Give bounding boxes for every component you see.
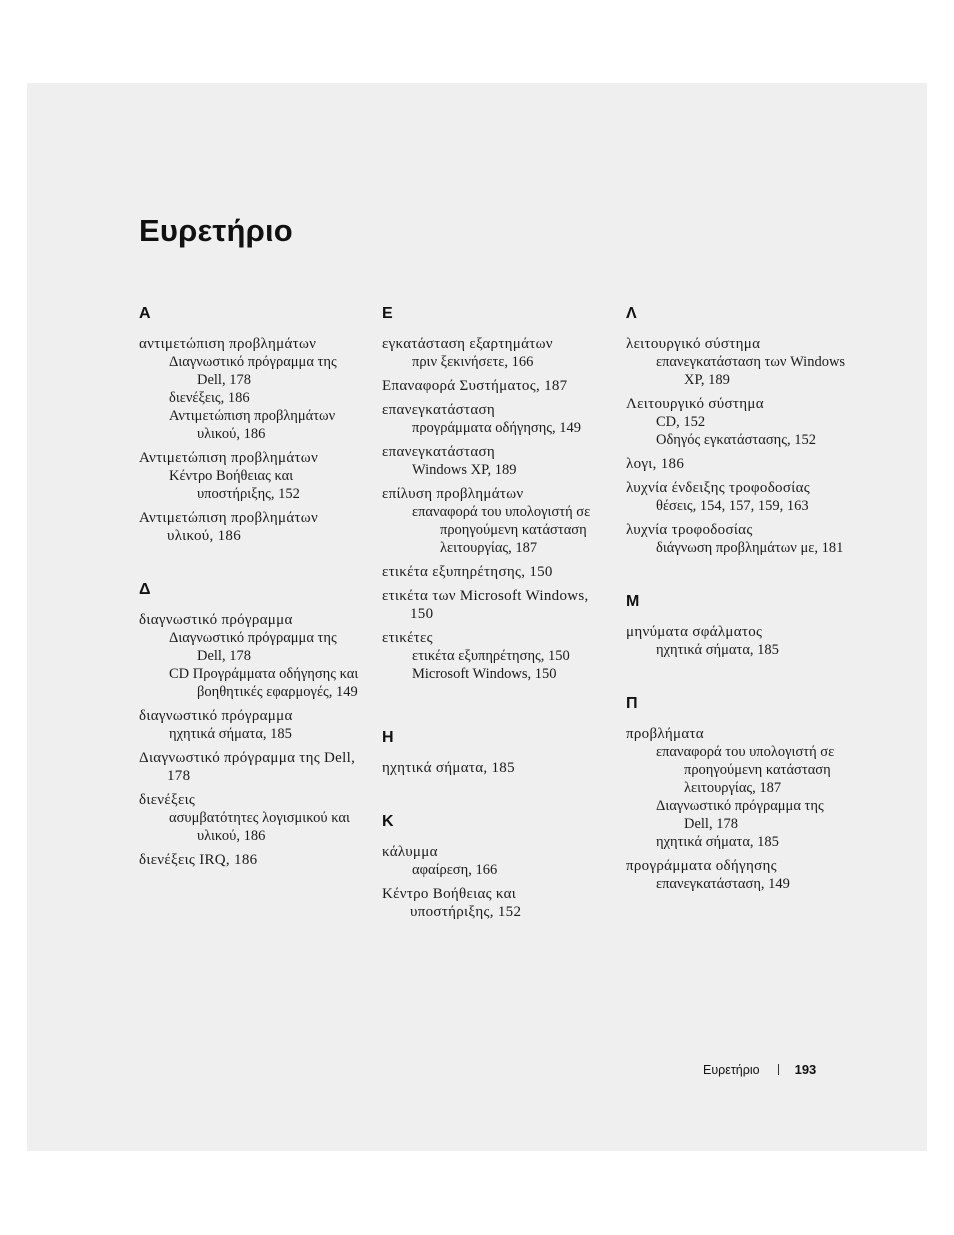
index-column xyxy=(139,303,359,903)
index-subentry: αφαίρεση, 166 xyxy=(412,862,498,878)
index-term: Λειτουργικό σύστημα xyxy=(626,396,764,412)
index-term: κάλυμμα xyxy=(382,844,438,860)
index-subentry: επανεγκατάσταση των Windows XP, 189 xyxy=(656,354,846,388)
index-entry xyxy=(382,401,602,437)
index-entry xyxy=(626,857,846,893)
index-subentry: Κέντρο Βοήθειας και υποστήριξης, 152 xyxy=(169,468,300,502)
index-subentry: Microsoft Windows, 150 xyxy=(412,666,557,682)
index-term: Διαγνωστικό πρόγραμμα της Dell, 178 xyxy=(139,750,356,784)
index-entry xyxy=(382,587,602,623)
index-entry xyxy=(382,563,602,581)
page-footer xyxy=(703,1062,816,1077)
index-section xyxy=(382,303,602,683)
index-term: ετικέτα των Microsoft Windows, 150 xyxy=(382,588,589,622)
index-entry xyxy=(139,791,359,845)
index-section xyxy=(626,303,846,557)
index-term: λειτουργικό σύστημα xyxy=(626,336,761,352)
index-term: μηνύματα σφάλματος xyxy=(626,624,763,640)
page-number: 193 xyxy=(794,1062,817,1077)
index-entry xyxy=(626,521,846,557)
index-term: Αντιμετώπιση προβλημάτων xyxy=(139,450,319,466)
index-entry xyxy=(139,707,359,743)
index-entry xyxy=(626,623,846,659)
index-subentry: διενέξεις, 186 xyxy=(169,390,250,406)
index-entry xyxy=(626,479,846,515)
index-term: ετικέτες xyxy=(382,630,433,646)
index-entry xyxy=(139,611,359,701)
index-term: λογι, 186 xyxy=(626,456,685,472)
index-subentry: θέσεις, 154, 157, 159, 163 xyxy=(656,498,809,514)
page-title: Ευρετήριο xyxy=(139,213,293,248)
index-entry xyxy=(382,443,602,479)
section-letter: Κ xyxy=(382,813,394,830)
index-entry xyxy=(626,455,846,473)
index-term: διενέξεις IRQ, 186 xyxy=(139,852,258,868)
index-entry xyxy=(382,335,602,371)
section-letter: Λ xyxy=(626,305,637,322)
index-term: προγράμματα οδήγησης xyxy=(626,858,777,874)
section-letter: Π xyxy=(626,695,638,712)
index-entry xyxy=(139,749,359,785)
index-term: διαγνωστικό πρόγραμμα xyxy=(139,612,293,628)
index-entry xyxy=(626,395,846,449)
index-entry xyxy=(382,629,602,683)
index-entry xyxy=(382,377,602,395)
index-term: εγκατάσταση εξαρτημάτων xyxy=(382,336,553,352)
index-term: επανεγκατάσταση xyxy=(382,402,496,418)
index-entry xyxy=(139,449,359,503)
index-column xyxy=(626,303,846,927)
index-subentry: CD Προγράμματα οδήγησης και βοηθητικές εφαρμογές, 149 xyxy=(169,666,359,700)
index-term: λυχνία ένδειξης τροφοδοσίας xyxy=(626,480,810,496)
index-column xyxy=(382,303,602,955)
index-entry xyxy=(139,335,359,443)
index-term: Επαναφορά Συστήματος, 187 xyxy=(382,378,568,394)
index-subentry: προγράμματα οδήγησης, 149 xyxy=(412,420,582,436)
index-subentry: ηχητικά σήματα, 185 xyxy=(169,726,292,742)
footer-label: Ευρετήριο xyxy=(703,1063,760,1077)
index-section xyxy=(626,591,846,659)
index-section xyxy=(382,727,602,777)
index-term: επίλυση προβλημάτων xyxy=(382,486,524,502)
index-subentry: επαναφορά του υπολογιστή σε προηγούμενη κατάσταση λειτουργίας, 187 xyxy=(412,504,591,556)
index-subentry: ηχητικά σήματα, 185 xyxy=(656,642,779,658)
index-subentry: Αντιμετώπιση προβλημάτων υλικού, 186 xyxy=(169,408,336,442)
index-subentry: CD, 152 xyxy=(656,414,706,430)
index-entry xyxy=(382,885,602,921)
index-entry xyxy=(139,509,359,545)
index-entry xyxy=(626,725,846,851)
index-subentry: Διαγνωστικό πρόγραμμα της Dell, 178 xyxy=(169,630,337,664)
index-term: αντιμετώπιση προβλημάτων xyxy=(139,336,317,352)
index-subentry: ηχητικά σήματα, 185 xyxy=(656,834,779,850)
index-term: επανεγκατάσταση xyxy=(382,444,496,460)
section-letter: Ε xyxy=(382,305,393,322)
index-subentry: Οδηγός εγκατάστασης, 152 xyxy=(656,432,816,448)
index-term: διενέξεις xyxy=(139,792,196,808)
index-subentry: επανεγκατάσταση, 149 xyxy=(656,876,790,892)
section-letter: Η xyxy=(382,729,394,746)
index-section xyxy=(626,693,846,893)
index-entry xyxy=(139,851,359,869)
section-letter: Α xyxy=(139,305,151,322)
index-subentry: ετικέτα εξυπηρέτησης, 150 xyxy=(412,648,570,664)
index-term: διαγνωστικό πρόγραμμα xyxy=(139,708,293,724)
index-subentry: ασυμβατότητες λογισμικού και υλικού, 186 xyxy=(169,810,350,844)
index-term: ηχητικά σήματα, 185 xyxy=(382,760,515,776)
section-letter: Μ xyxy=(626,593,640,610)
index-subentry: Διαγνωστικό πρόγραμμα της Dell, 178 xyxy=(656,798,824,832)
index-entry xyxy=(382,843,602,879)
index-entry xyxy=(626,335,846,389)
index-term: ετικέτα εξυπηρέτησης, 150 xyxy=(382,564,553,580)
index-section xyxy=(139,579,359,869)
index-section xyxy=(382,811,602,921)
index-subentry: διάγνωση προβλημάτων με, 181 xyxy=(656,540,844,556)
index-term: Αντιμετώπιση προβλημάτων υλικού, 186 xyxy=(139,510,319,544)
footer-divider xyxy=(778,1064,779,1075)
index-term: Κέντρο Βοήθειας και υποστήριξης, 152 xyxy=(382,886,522,920)
index-subentry: επαναφορά του υπολογιστή σε προηγούμενη κατάσταση λειτουργίας, 187 xyxy=(656,744,835,796)
index-term: προβλήματα xyxy=(626,726,704,742)
index-subentry: Windows XP, 189 xyxy=(412,462,517,478)
index-subentry: Διαγνωστικό πρόγραμμα της Dell, 178 xyxy=(169,354,337,388)
index-subentry: πριν ξεκινήσετε, 166 xyxy=(412,354,534,370)
index-entry xyxy=(382,759,602,777)
index-entry xyxy=(382,485,602,557)
index-section xyxy=(139,303,359,545)
section-letter: Δ xyxy=(139,581,151,598)
index-term: λυχνία τροφοδοσίας xyxy=(626,522,753,538)
